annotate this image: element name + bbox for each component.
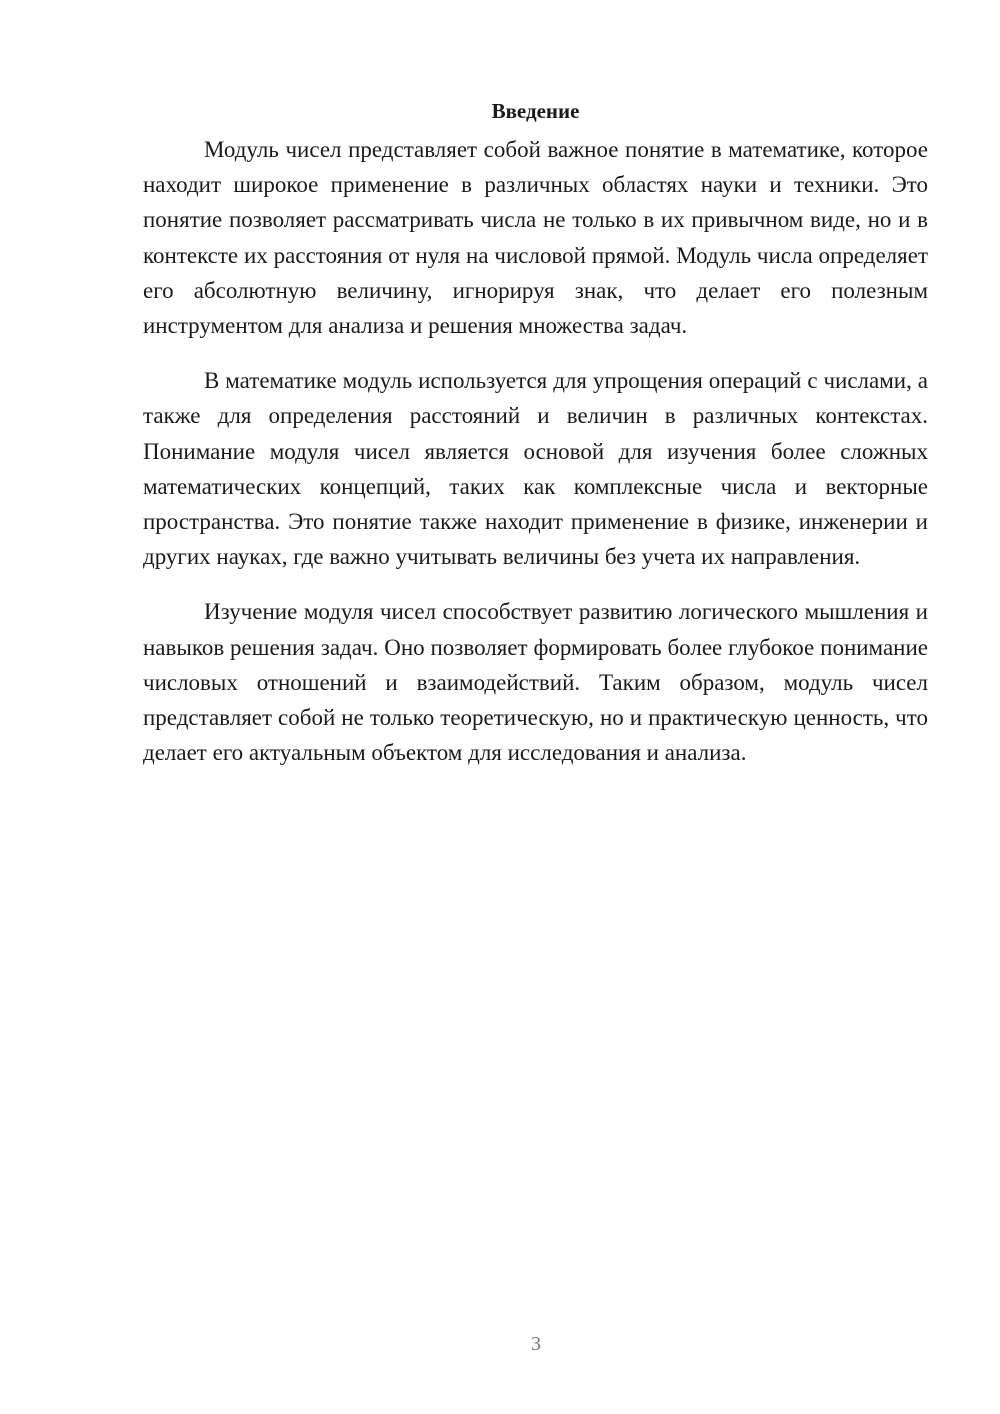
paragraph-3: Изучение модуля чисел способствует развитию логического мышления и навыков решения задач. Оно позволяет формировать более глубокое понимание числовых отношений и взаимодействий. Таким образом, модуль чисел представляет собой не только теоретическую, но и практическую ценность, что делает его актуальным объектом для исследования и анализа. [143, 599, 928, 766]
paragraph-2: В математике модуль используется для упрощения операций с числами, а также для определения расстояний и величин в различных контекстах. Понимание модуля чисел является основой для изучения более сложных математических концепций, таких как комплексные числа и векторные пространства. Это понятие также находит применение в физике, инженерии и других науках, где важно учитывать величины без учета их направления. [143, 368, 928, 570]
page-number: 3 [531, 1333, 541, 1355]
paragraph-1: Модуль чисел представляет собой важное понятие в математике, которое находит широкое применение в различных областях науки и техники. Это понятие позволяет рассматривать числа не только в их привычном виде, но и в контексте их расстояния от нуля на числовой прямой. Модуль числа определяет его абсолютную величину, игнорируя знак, что делает его полезным инструментом для анализа и решения множества задач. [143, 137, 928, 339]
page-content [143, 95, 928, 790]
section-heading: Введение [491, 99, 580, 123]
